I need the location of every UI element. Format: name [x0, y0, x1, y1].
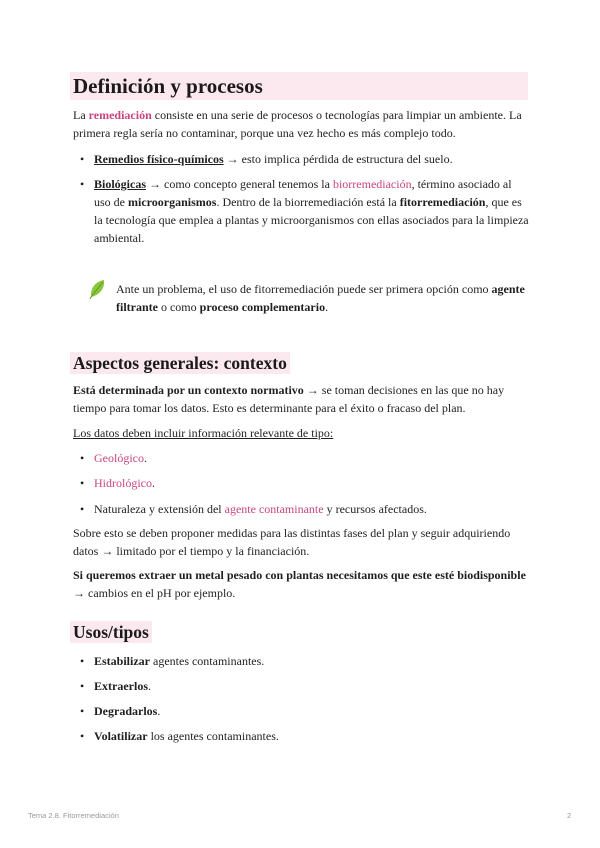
medidas-paragraph: Sobre esto se deben proponer medidas para las distintas fases del plan y seguir adquiriendo datos → limitado por el tiempo y la financiación.	[73, 526, 511, 558]
bullet-dot: •	[80, 476, 85, 490]
section-title-aspectos: Aspectos generales: contexto	[70, 352, 290, 374]
footer-title: Tema 2.8. Fitorremediación	[28, 811, 119, 820]
leaf-icon	[88, 278, 106, 300]
list-item-estabilizar: Estabilizar agentes contaminantes.	[94, 654, 265, 668]
list-item-degradarlos: Degradarlos.	[94, 704, 161, 718]
page-number: 2	[567, 811, 572, 820]
list-item-biologicas: Biológicas → como concepto general tenemos la biorremediación, término asociado al uso de microorganismos. Dentro de la biorremediación está la fitorremediación, que es la tecnología que emplea a plantas y microorganismos con ellas asociados para la limpieza ambiental.	[94, 177, 529, 245]
bullet-dot: •	[80, 679, 85, 693]
datos-paragraph: Los datos deben incluir información relevante de tipo:	[73, 426, 334, 440]
bullet-dot: •	[80, 152, 85, 166]
list-item-geologico: Geológico.	[94, 451, 147, 465]
bullet-dot: •	[80, 654, 85, 668]
section-title-definicion: Definición y procesos	[70, 72, 528, 100]
intro-paragraph: La remediación consiste en una serie de procesos o tecnologías para limpiar un ambiente. La primera regla sería no contaminar, porque una vez hecho es más complejo todo.	[73, 108, 522, 140]
list-item-hidrologico: Hidrológico.	[94, 476, 155, 490]
bullet-dot: •	[80, 451, 85, 465]
list-item-naturaleza: Naturaleza y extensión del agente contaminante y recursos afectados.	[94, 502, 427, 516]
section-title-usos: Usos/tipos	[70, 621, 152, 643]
list-item-extraerlos: Extraerlos.	[94, 679, 151, 693]
metal-pesado-paragraph: Si queremos extraer un metal pesado con plantas necesitamos que este esté biodisponible → cambios en el pH por ejemplo.	[73, 568, 526, 600]
bullet-dot: •	[80, 704, 85, 718]
term-remediacion: remediación	[88, 108, 152, 122]
list-item-fisico-quimicos: Remedios físico-químicos → esto implica pérdida de estructura del suelo.	[94, 152, 453, 166]
bullet-dot: •	[80, 729, 85, 743]
list-item-volatilizar: Volatilizar los agentes contaminantes.	[94, 729, 279, 743]
callout-text: Ante un problema, el uso de fitorremediación puede ser primera opción como agente filtrante o como proceso complementario.	[116, 282, 525, 314]
bullet-dot: •	[80, 502, 85, 516]
contexto-paragraph: Está determinada por un contexto normativo → se toman decisiones en las que no hay tiempo para tomar los datos. Esto es determinante para el éxito o fracaso del plan.	[73, 383, 505, 415]
bullet-dot: •	[80, 177, 85, 191]
